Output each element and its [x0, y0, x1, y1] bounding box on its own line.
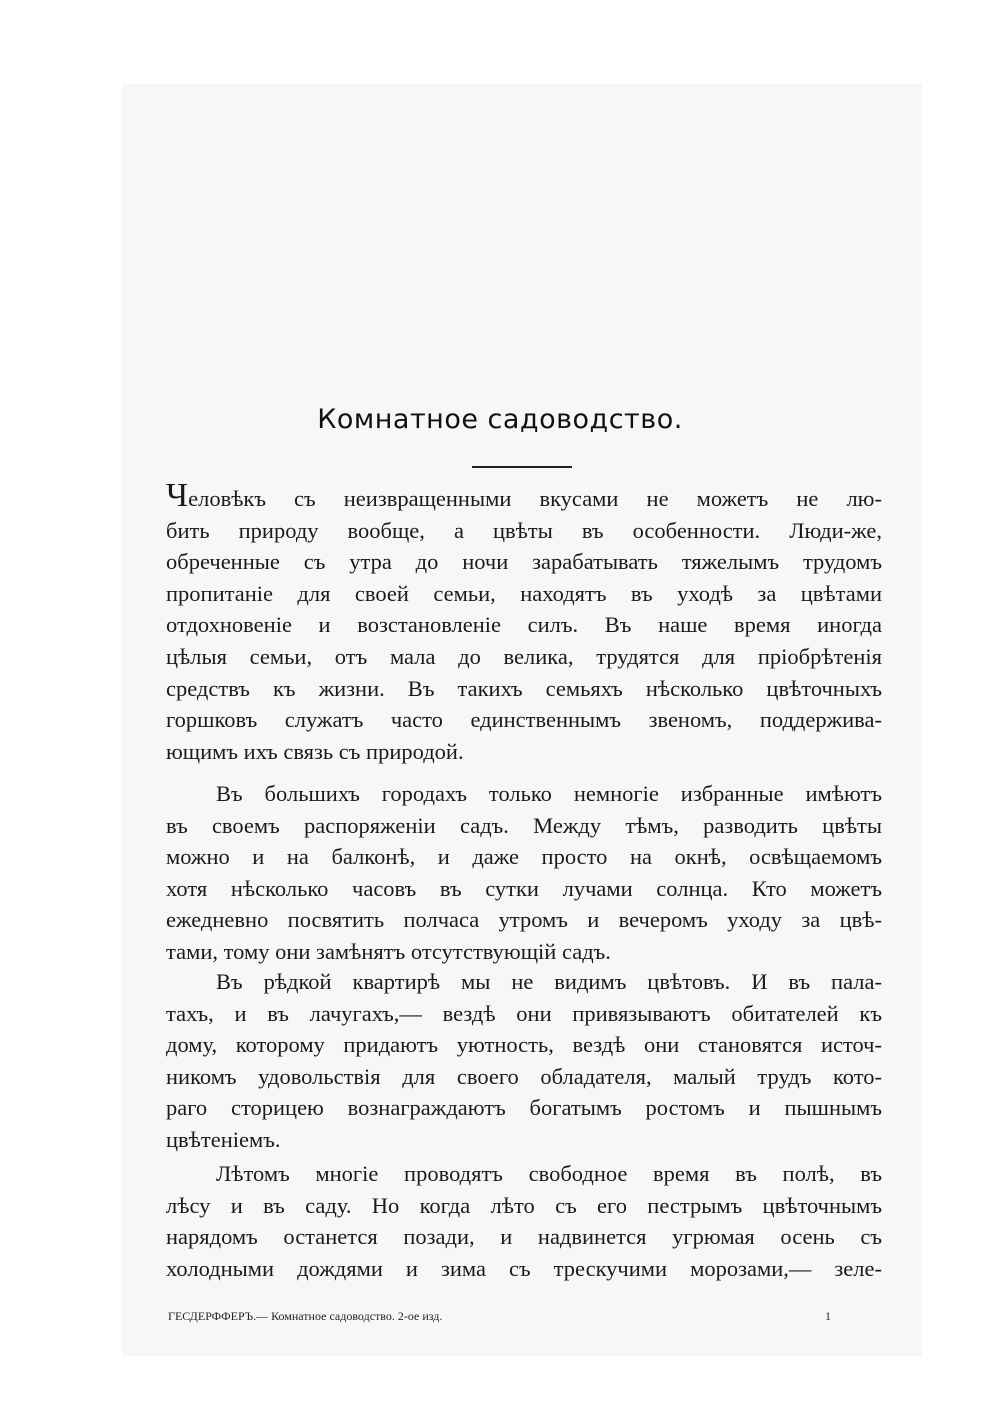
paragraph-line: обреченные съ утра до ночи зарабатывать тяжелымъ трудомъ — [166, 549, 882, 575]
paragraph-line: раго сторицею вознаграждаютъ богатымъ ростомъ и пышнымъ — [166, 1095, 882, 1121]
paragraph-line: пропитаніе для своей семьи, находятъ въ уходѣ за цвѣтами — [166, 580, 882, 606]
footer-signature: ГЕСДЕРФФЕРЪ.— Комнатное садоводство. 2-ое изд. — [168, 1309, 443, 1323]
paragraph-line: цвѣтеніемъ. — [166, 1126, 281, 1152]
paragraph-line: ющимъ ихъ связь съ природой. — [166, 738, 464, 764]
paragraph-2 — [166, 778, 882, 968]
paragraph-line: нарядомъ останется позади, и надвинется угрюмая осень съ — [166, 1224, 882, 1250]
title-divider — [472, 466, 572, 468]
paragraph-line: хотя нѣсколько часовъ въ сутки лучами солнца. Кто можетъ — [166, 875, 882, 901]
paragraph-3 — [166, 966, 882, 1156]
footer-sheet-number: 1 — [825, 1309, 831, 1323]
paragraph-line: никомъ удовольствія для своего обладателя, малый трудъ кото- — [166, 1063, 882, 1089]
paragraph-line: Въ большихъ городахъ только немногіе избранные имѣютъ — [216, 781, 882, 806]
paragraph-line: Въ рѣдкой квартирѣ мы не видимъ цвѣтовъ. И въ пала- — [216, 969, 882, 994]
paragraph-line: тахъ, и въ лачугахъ,— вездѣ они привязываютъ обитателей къ — [166, 1000, 882, 1026]
paragraph-line: тами, тому они замѣнятъ отсутствующій садъ. — [166, 938, 611, 964]
paragraph-line: ежедневно посвятить полчаса утромъ и вечеромъ уходу за цвѣ- — [166, 907, 882, 933]
paragraph-line: отдохновеніе и возстановленіе силъ. Въ наше время иногда — [166, 612, 882, 638]
paragraph-line: средствъ къ жизни. Въ такихъ семьяхъ нѣсколько цвѣточныхъ — [166, 675, 882, 701]
page-title: Комнатное садоводство. — [317, 404, 683, 435]
paragraph-line: цѣлыя семьи, отъ мала до велика, трудятся для пріобрѣтенія — [166, 643, 882, 669]
paragraph-line: горшковъ служатъ часто единственнымъ звеномъ, поддержива- — [166, 707, 882, 733]
paragraph-line: Человѣкъ съ неизвращенными вкусами не можетъ не лю- — [166, 477, 882, 514]
paragraph-line: Лѣтомъ многіе проводятъ свободное время въ полѣ, въ — [216, 1161, 882, 1186]
paragraph-line: дому, которому придаютъ уютность, вездѣ они становятся источ- — [166, 1032, 882, 1058]
paragraph-line: лѣсу и въ саду. Но когда лѣто съ его пестрымъ цвѣточнымъ — [166, 1192, 882, 1218]
paragraph-4 — [166, 1158, 882, 1284]
paragraph-line: холодными дождями и зима съ трескучими морозами,— зеле- — [166, 1255, 882, 1281]
drop-cap: Ч — [166, 477, 189, 514]
paragraph-line: можно и на балконѣ, и даже просто на окнѣ, освѣщаемомъ — [166, 844, 882, 870]
paragraph-line: бить природу вообще, а цвѣты въ особенности. Люди-же, — [166, 517, 882, 543]
paragraph-1 — [166, 477, 882, 767]
paragraph-line: въ своемъ распоряженіи садъ. Между тѣмъ, разводить цвѣты — [166, 812, 882, 838]
